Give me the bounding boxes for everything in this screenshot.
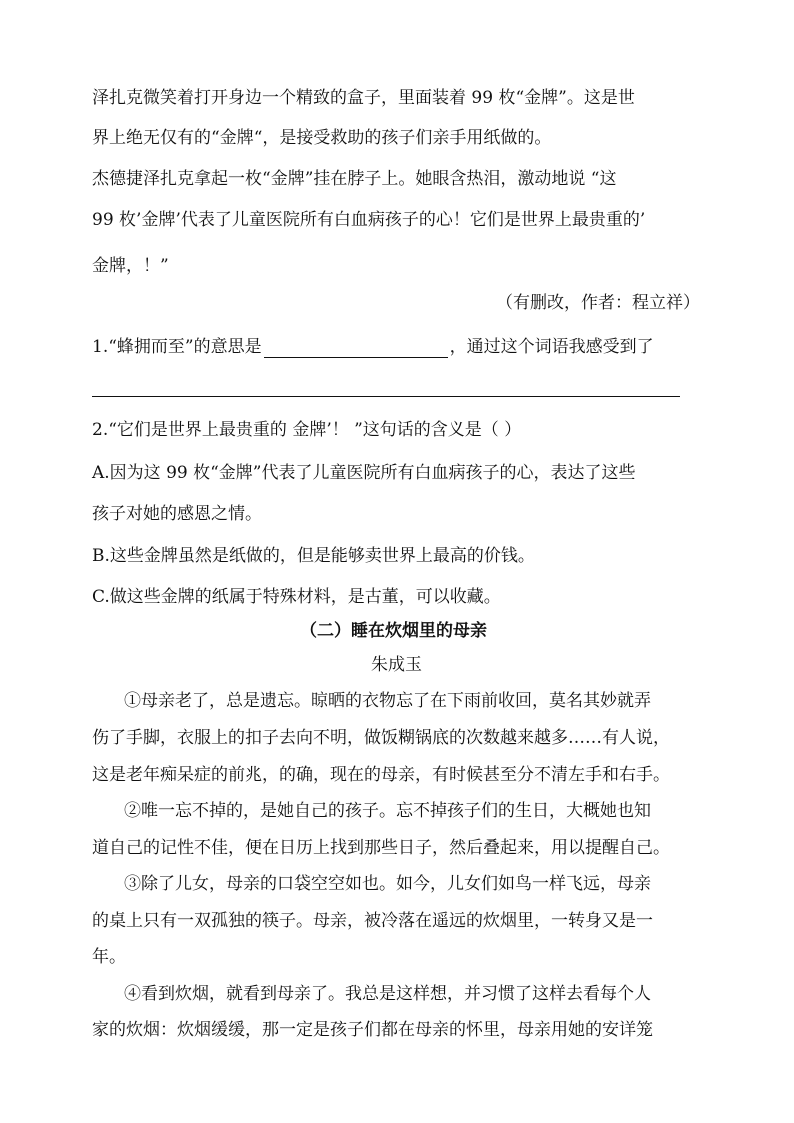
option-c: C.做这些金牌的纸属于特殊材料，是古董，可以收藏。 — [92, 587, 501, 607]
question-1-suffix: ，通过这个词语我感受到了 — [449, 337, 654, 357]
passage2-line: 这是老年痴呆症的前兆，的确，现在的母亲，有时候甚至分不清左手和右手。 — [92, 765, 670, 785]
option-a-line: A.因为这 99 枚“金牌”代表了儿童医院所有白血病孩子的心，表达了这些 — [92, 463, 636, 483]
author-name: 朱成玉 — [371, 655, 422, 675]
passage1-line: 99 枚’金牌’代表了儿童医院所有白血病孩子的心！它们是世界上最贵重的’ — [92, 210, 646, 230]
answer-blank[interactable] — [264, 340, 448, 358]
option-a-line: 孩子对她的感恩之情。 — [92, 504, 262, 524]
source-note: （有删改，作者：程立祥） — [496, 293, 700, 313]
option-b: B.这些金牌虽然是纸做的，但是能够卖世界上最高的价钱。 — [92, 546, 535, 566]
passage1-line: 界上绝无仅有的“金牌“，是接受救助的孩子们亲手用纸做的。 — [92, 128, 552, 148]
answer-line[interactable] — [92, 396, 680, 397]
passage2-line: 年。 — [92, 947, 126, 967]
section-title: （二）睡在炊烟里的母亲 — [300, 621, 487, 641]
passage1-line: 泽扎克微笑着打开身边一个精致的盒子，里面装着 99 枚“金牌”。这是世 — [92, 88, 635, 108]
passage1-line: 金牌，！” — [92, 256, 169, 276]
passage2-line: ①母亲老了，总是遗忘。晾晒的衣物忘了在下雨前收回，莫名其妙就弄 — [124, 691, 651, 711]
passage1-line: 杰德捷泽扎克拿起一枚“金牌”挂在脖子上。她眼含热泪，激动地说 “这 — [92, 169, 617, 189]
passage2-line: ④看到炊烟，就看到母亲了。我总是这样想，并习惯了这样去看每个人 — [124, 984, 651, 1004]
passage2-line: 的桌上只有一双孤独的筷子。母亲，被冷落在遥远的炊烟里，一转身又是一 — [92, 911, 653, 931]
question-1-prefix: 1.“蜂拥而至”的意思是 — [92, 337, 262, 357]
passage2-line: 伤了手脚，衣服上的扣子去向不明，做饭糊锅底的次数越来越多……有人说， — [92, 728, 670, 748]
passage2-line: 家的炊烟：炊烟缓缓，那一定是孩子们都在母亲的怀里，母亲用她的安详笼 — [92, 1020, 653, 1040]
question-1 — [92, 336, 654, 358]
question-2: 2.“它们是世界上最贵重的 金牌’！ ”这句话的含义是（ ） — [92, 420, 522, 440]
passage2-line: ②唯一忘不掉的，是她自己的孩子。忘不掉孩子们的生日，大概她也知 — [124, 801, 651, 821]
passage2-line: ③除了儿女，母亲的口袋空空如也。如今，儿女们如鸟一样飞远，母亲 — [124, 874, 651, 894]
passage2-line: 道自己的记性不佳，便在日历上找到那些日子，然后叠起来，用以提醒自己。 — [92, 838, 670, 858]
